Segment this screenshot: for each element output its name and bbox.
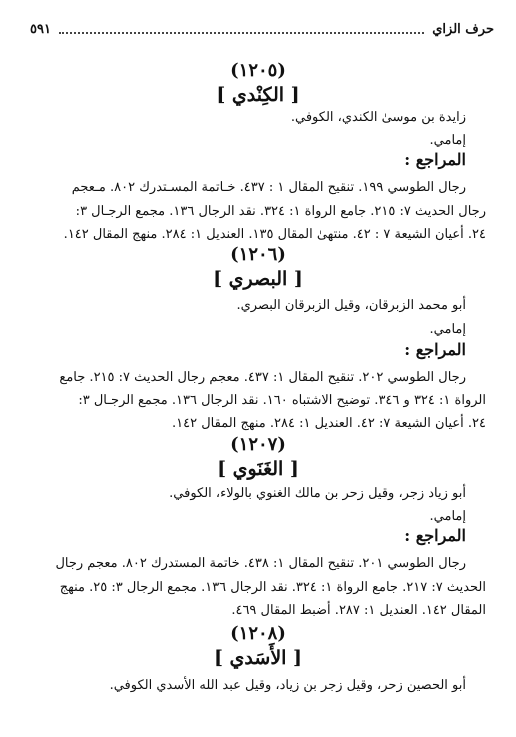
references-label: المراجع :: [404, 526, 466, 545]
entry-name: [ الأَسَدي ]: [213, 647, 303, 669]
entry-name: [ الغَنَوي ]: [217, 458, 299, 480]
entry-number: (١٢٠٥): [230, 60, 286, 81]
reference-line: الرواة ١: ٣٢٤ و ٣٤٦. توضيح الاشتباه ١٦٠. نقد الرجال ١٣٦. مجمع الرجـال ٣:: [78, 393, 486, 408]
reference-line: ٢٤. أعيان الشيعة ٧: ٤٢. العنديل ١: ٢٨٤. منهج المقال ١٤٢.: [172, 416, 486, 431]
entry-number: (١٢٠٧): [230, 434, 286, 455]
reference-line: الحديث ٧: ٢١٧. جامع الرواة ١: ٣٢٤. نقد الرجال ١٣٦. مجمع الرجال ٣: ٢٥. منهج: [59, 580, 486, 595]
leader-dots: [59, 24, 424, 34]
reference-line: رجال الحديث ٧: ٢١٥. جامع الرواة ١: ٣٢٤. نقد الرجال ١٣٦. مجمع الرجـال ٣:: [75, 204, 486, 219]
references-label: المراجع :: [404, 150, 466, 169]
reference-line: رجال الطوسي ١٩٩. تنقيح المقال ١ : ٤٣٧. خـاتمة المسـتدرك ٨٠٢. مـعجم: [71, 180, 466, 195]
entry-description: أبو الحصين زحر، وقيل زجر بن زياد، وقيل عبد الله الأسدي الكوفي.: [109, 678, 466, 693]
entry-status: إمامي.: [429, 509, 466, 524]
reference-line: رجال الطوسي ٢٠٢. تنقيح المقال ١: ٤٣٧. معجم رجال الحديث ٧: ٢١٥. جامع: [59, 370, 466, 385]
entry-description: أبو محمد الزبرقان، وقيل الزبرقان البصري.: [236, 298, 466, 313]
entry-description: زايدة بن موسىٰ الكندي، الكوفي.: [290, 110, 466, 125]
entry-number: (١٢٠٨): [230, 623, 286, 644]
entry-status: إمامي.: [429, 133, 466, 148]
entry-description: أبو زياد زجر، وقيل زحر بن مالك الغنوي بالولاء، الكوفي.: [169, 486, 466, 501]
running-header: [30, 18, 494, 40]
reference-line: المقال ١٤٢. العنديل ١: ٢٨٧. أضبط المقال ٤٦٩.: [231, 603, 486, 618]
chapter-title: حرف الزاي: [432, 21, 494, 37]
entry-name: [ الكِنْدي ]: [216, 84, 300, 106]
references-label: المراجع :: [404, 340, 466, 359]
page-number: ٥٩١: [30, 21, 51, 37]
entry-number: (١٢٠٦): [230, 244, 286, 265]
entry-name: [ البصري ]: [213, 268, 303, 290]
reference-line: ٢٤. أعيان الشيعة ٧ : ٤٢. منتهىٰ المقال ١٣٥. العنديل ١: ٢٨٤. منهج المقال ١٤٢.: [63, 227, 486, 242]
reference-line: رجال الطوسي ٢٠١. تنقيح المقال ١: ٤٣٨. خاتمة المستدرك ٨٠٢. معجم رجال: [55, 556, 466, 571]
entry-status: إمامي.: [429, 322, 466, 337]
